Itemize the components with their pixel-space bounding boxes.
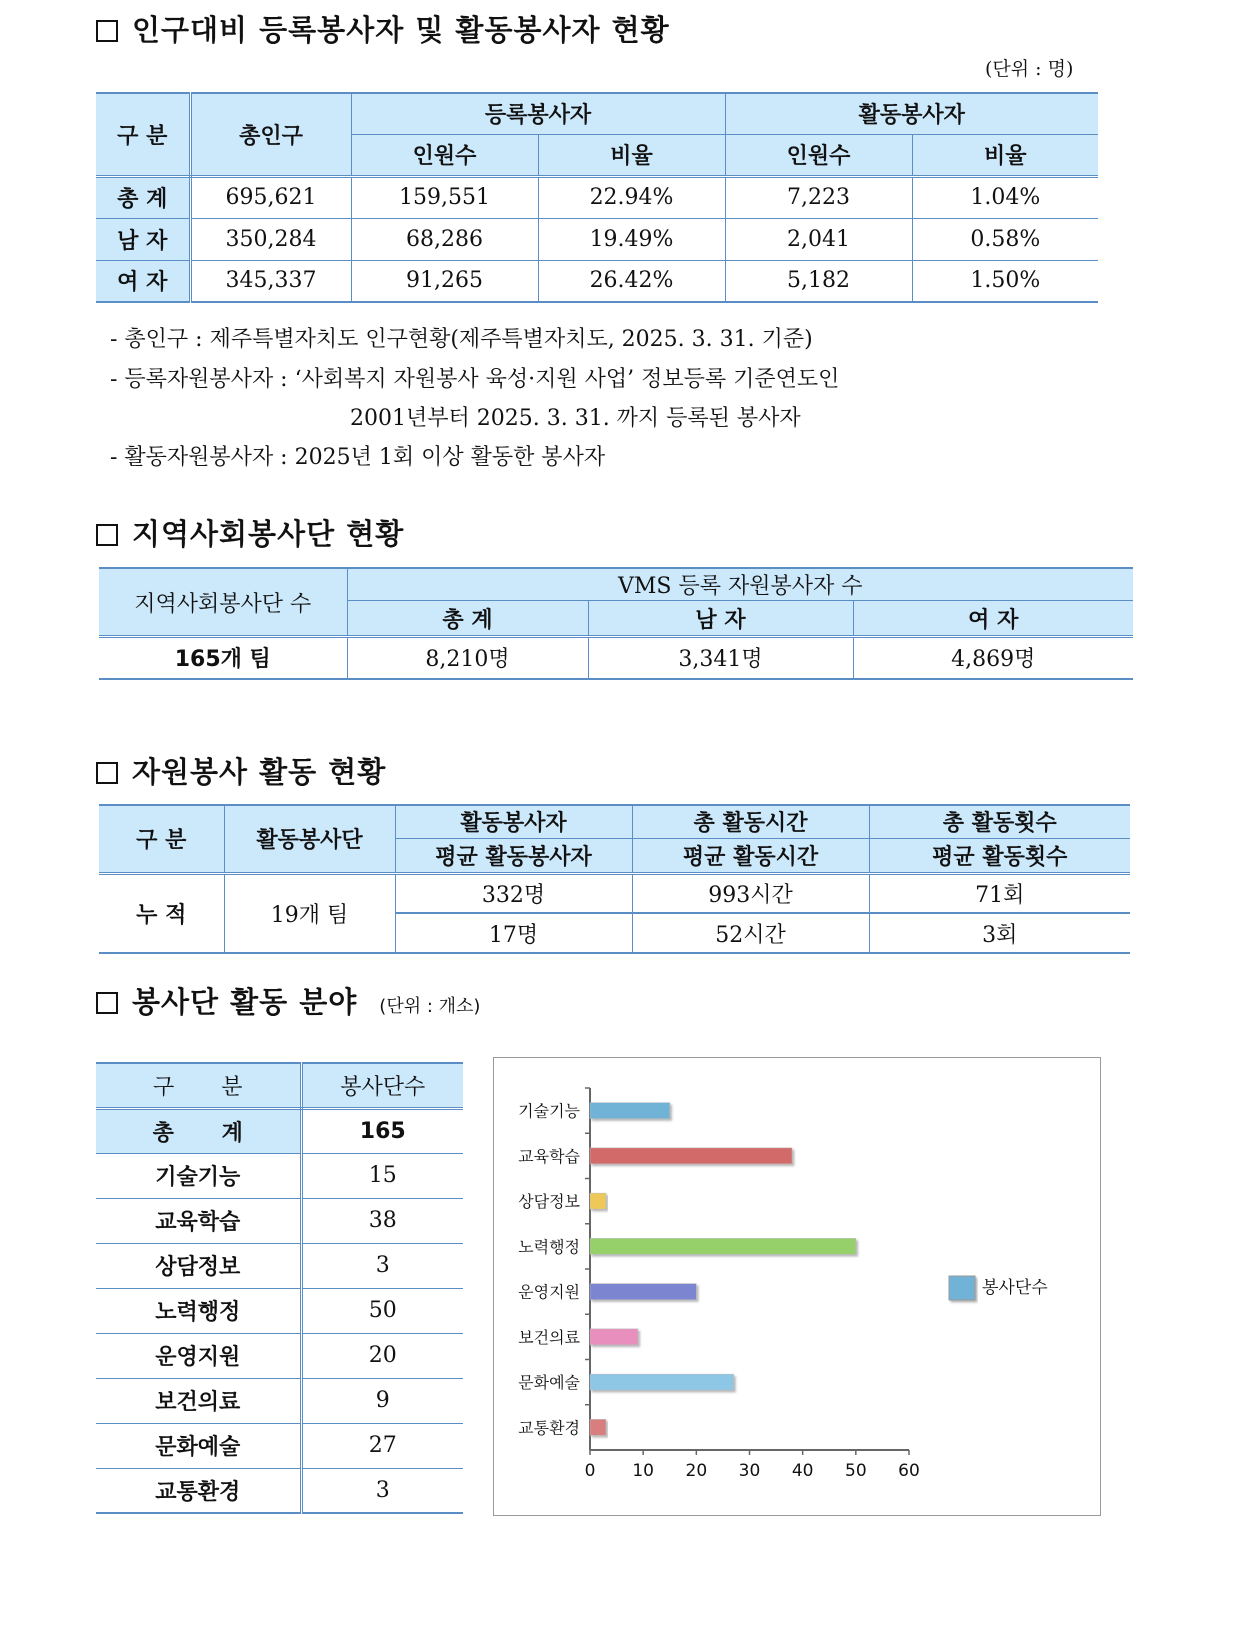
header-category: 구 분 bbox=[99, 805, 224, 873]
table-row bbox=[96, 1153, 463, 1198]
header-avg-times: 평균 활동횟수 bbox=[869, 838, 1130, 873]
row-value: 38 bbox=[301, 1198, 463, 1243]
cell-population: 350,284 bbox=[190, 218, 351, 260]
table-row bbox=[96, 1198, 463, 1243]
section1-title-text: 인구대비 등록봉사자 및 활동봉사자 현황 bbox=[132, 13, 670, 47]
header-total: 총 계 bbox=[347, 601, 588, 637]
bar bbox=[590, 1193, 606, 1209]
section2-title-text: 지역사회봉사단 현황 bbox=[132, 517, 405, 551]
note-registered: - 등록자원봉사자 : ‘사회복지 자원봉사 육성·지원 사업’ 정보등록 기준연도인 bbox=[110, 367, 840, 392]
header-male: 남 자 bbox=[588, 601, 853, 637]
row-value: 3 bbox=[301, 1468, 463, 1513]
cell-act-ratio: 0.58% bbox=[912, 218, 1098, 260]
header-times: 총 활동횟수 bbox=[869, 805, 1130, 838]
row-label: 여 자 bbox=[96, 260, 190, 302]
bar bbox=[590, 1284, 696, 1300]
x-tick-label: 50 bbox=[845, 1461, 867, 1481]
y-tick-label: 교육학습 bbox=[518, 1146, 580, 1166]
table-row bbox=[96, 218, 1098, 260]
note-registered-cont: 2001년부터 2025. 3. 31. 까지 등록된 봉사자 bbox=[350, 406, 801, 431]
y-tick-label: 문화예술 bbox=[518, 1373, 580, 1393]
cell-reg-ratio: 19.49% bbox=[538, 218, 725, 260]
field-table bbox=[96, 1062, 463, 1514]
cell-volunteers: 332명 bbox=[395, 873, 632, 913]
header-volunteers: 활동봉사자 bbox=[395, 805, 632, 838]
bar bbox=[590, 1419, 606, 1435]
legend-label: 봉사단수 bbox=[982, 1278, 1048, 1298]
table-row bbox=[96, 1378, 463, 1423]
y-tick-label: 상담정보 bbox=[518, 1192, 580, 1212]
header-groups: 활동봉사단 bbox=[224, 805, 395, 873]
checkbox-square-icon bbox=[96, 992, 118, 1014]
header-reg-count: 인원수 bbox=[351, 134, 538, 176]
cell-reg-count: 159,551 bbox=[351, 176, 538, 218]
row-value: 3 bbox=[301, 1243, 463, 1288]
table-row bbox=[96, 1108, 463, 1153]
cell-avg-volunteers: 17명 bbox=[395, 913, 632, 953]
header-act-count: 인원수 bbox=[725, 134, 912, 176]
section3-title-text: 자원봉사 활동 현황 bbox=[132, 755, 387, 789]
bar bbox=[590, 1238, 856, 1254]
cell-act-count: 2,041 bbox=[725, 218, 912, 260]
cell-reg-count: 68,286 bbox=[351, 218, 538, 260]
row-label: 총 계 bbox=[96, 176, 190, 218]
y-tick-label: 운영지원 bbox=[518, 1282, 580, 1302]
header-population: 총인구 bbox=[190, 93, 351, 176]
cell-male: 3,341명 bbox=[588, 637, 853, 679]
table-row bbox=[96, 1243, 463, 1288]
table-row bbox=[99, 637, 1133, 679]
cell-avg-hours: 52시간 bbox=[632, 913, 869, 953]
population-volunteer-table bbox=[96, 92, 1098, 303]
x-tick-label: 30 bbox=[738, 1461, 761, 1481]
header-female: 여 자 bbox=[853, 601, 1133, 637]
cell-female: 4,869명 bbox=[853, 637, 1133, 679]
header-act-ratio: 비율 bbox=[912, 134, 1098, 176]
note-active: - 활동자원봉사자 : 2025년 1회 이상 활동한 봉사자 bbox=[110, 445, 606, 470]
cell-population: 695,621 bbox=[190, 176, 351, 218]
field-bar-chart bbox=[493, 1057, 1101, 1516]
table-row bbox=[96, 260, 1098, 302]
cell-hours: 993시간 bbox=[632, 873, 869, 913]
x-tick-label: 60 bbox=[898, 1461, 920, 1481]
row-label: 교통환경 bbox=[96, 1468, 301, 1513]
bar-chart-svg bbox=[494, 1058, 1100, 1515]
table-row bbox=[96, 1423, 463, 1468]
row-label: 노력행정 bbox=[96, 1288, 301, 1333]
section4-unit: (단위 : 개소) bbox=[379, 996, 481, 1017]
cell-groups: 19개 팀 bbox=[224, 873, 395, 953]
header-category: 구 분 bbox=[96, 93, 190, 176]
cell-reg-ratio: 22.94% bbox=[538, 176, 725, 218]
table-row bbox=[96, 1288, 463, 1333]
bar bbox=[590, 1374, 734, 1390]
bar bbox=[590, 1148, 792, 1164]
x-tick-label: 10 bbox=[632, 1461, 654, 1481]
section4-title bbox=[96, 980, 480, 1021]
y-tick-label: 보건의료 bbox=[518, 1327, 580, 1347]
cell-reg-count: 91,265 bbox=[351, 260, 538, 302]
row-value: 9 bbox=[301, 1378, 463, 1423]
cell-act-count: 5,182 bbox=[725, 260, 912, 302]
cell-avg-times: 3회 bbox=[869, 913, 1130, 953]
header-category: 구 분 bbox=[96, 1063, 301, 1108]
activity-table bbox=[99, 804, 1130, 954]
section2-title bbox=[96, 512, 404, 553]
header-registered: 등록봉사자 bbox=[351, 93, 725, 134]
cell-times: 71회 bbox=[869, 873, 1130, 913]
row-value: 50 bbox=[301, 1288, 463, 1333]
section1-title bbox=[96, 8, 670, 49]
cell-act-ratio: 1.04% bbox=[912, 176, 1098, 218]
bar bbox=[590, 1103, 670, 1119]
row-label: 누 적 bbox=[99, 873, 224, 953]
row-label: 문화예술 bbox=[96, 1423, 301, 1468]
row-label: 상담정보 bbox=[96, 1243, 301, 1288]
row-value: 27 bbox=[301, 1423, 463, 1468]
row-value: 20 bbox=[301, 1333, 463, 1378]
checkbox-square-icon bbox=[96, 524, 118, 546]
note-population: - 총인구 : 제주특별자치도 인구현황(제주특별자치도, 2025. 3. 31. 기준) bbox=[110, 327, 813, 352]
header-reg-ratio: 비율 bbox=[538, 134, 725, 176]
row-label: 남 자 bbox=[96, 218, 190, 260]
header-hours: 총 활동시간 bbox=[632, 805, 869, 838]
header-groups: 지역사회봉사단 수 bbox=[99, 568, 347, 637]
bar bbox=[590, 1329, 638, 1345]
row-label: 보건의료 bbox=[96, 1378, 301, 1423]
section1-unit: (단위 : 명) bbox=[985, 58, 1074, 80]
row-label: 기술기능 bbox=[96, 1153, 301, 1198]
cell-act-count: 7,223 bbox=[725, 176, 912, 218]
cell-population: 345,337 bbox=[190, 260, 351, 302]
header-avg-hours: 평균 활동시간 bbox=[632, 838, 869, 873]
row-value: 15 bbox=[301, 1153, 463, 1198]
table-row bbox=[96, 1468, 463, 1513]
row-label: 운영지원 bbox=[96, 1333, 301, 1378]
x-tick-label: 0 bbox=[584, 1461, 596, 1481]
header-count: 봉사단수 bbox=[301, 1063, 463, 1108]
checkbox-square-icon bbox=[96, 762, 118, 784]
section4-title-text: 봉사단 활동 분야 bbox=[132, 985, 358, 1019]
y-tick-label: 노력행정 bbox=[518, 1237, 580, 1257]
header-vms: VMS 등록 자원봉사자 수 bbox=[347, 568, 1133, 601]
x-tick-label: 20 bbox=[685, 1461, 708, 1481]
table-row bbox=[96, 1333, 463, 1378]
cell-total: 8,210명 bbox=[347, 637, 588, 679]
total-label: 총 계 bbox=[96, 1108, 301, 1153]
checkbox-square-icon bbox=[96, 20, 118, 42]
table-row bbox=[96, 176, 1098, 218]
cell-act-ratio: 1.50% bbox=[912, 260, 1098, 302]
community-volunteer-table bbox=[99, 567, 1133, 680]
total-value: 165 bbox=[301, 1108, 463, 1153]
header-active: 활동봉사자 bbox=[725, 93, 1098, 134]
section3-title bbox=[96, 750, 386, 791]
row-label: 교육학습 bbox=[96, 1198, 301, 1243]
y-tick-label: 기술기능 bbox=[518, 1101, 580, 1121]
table-row bbox=[99, 873, 1130, 913]
cell-reg-ratio: 26.42% bbox=[538, 260, 725, 302]
cell-groups: 165개 팀 bbox=[99, 637, 347, 679]
header-avg-volunteers: 평균 활동봉사자 bbox=[395, 838, 632, 873]
y-tick-label: 교통환경 bbox=[518, 1418, 580, 1438]
x-tick-label: 40 bbox=[791, 1461, 814, 1481]
legend-swatch bbox=[949, 1276, 975, 1300]
